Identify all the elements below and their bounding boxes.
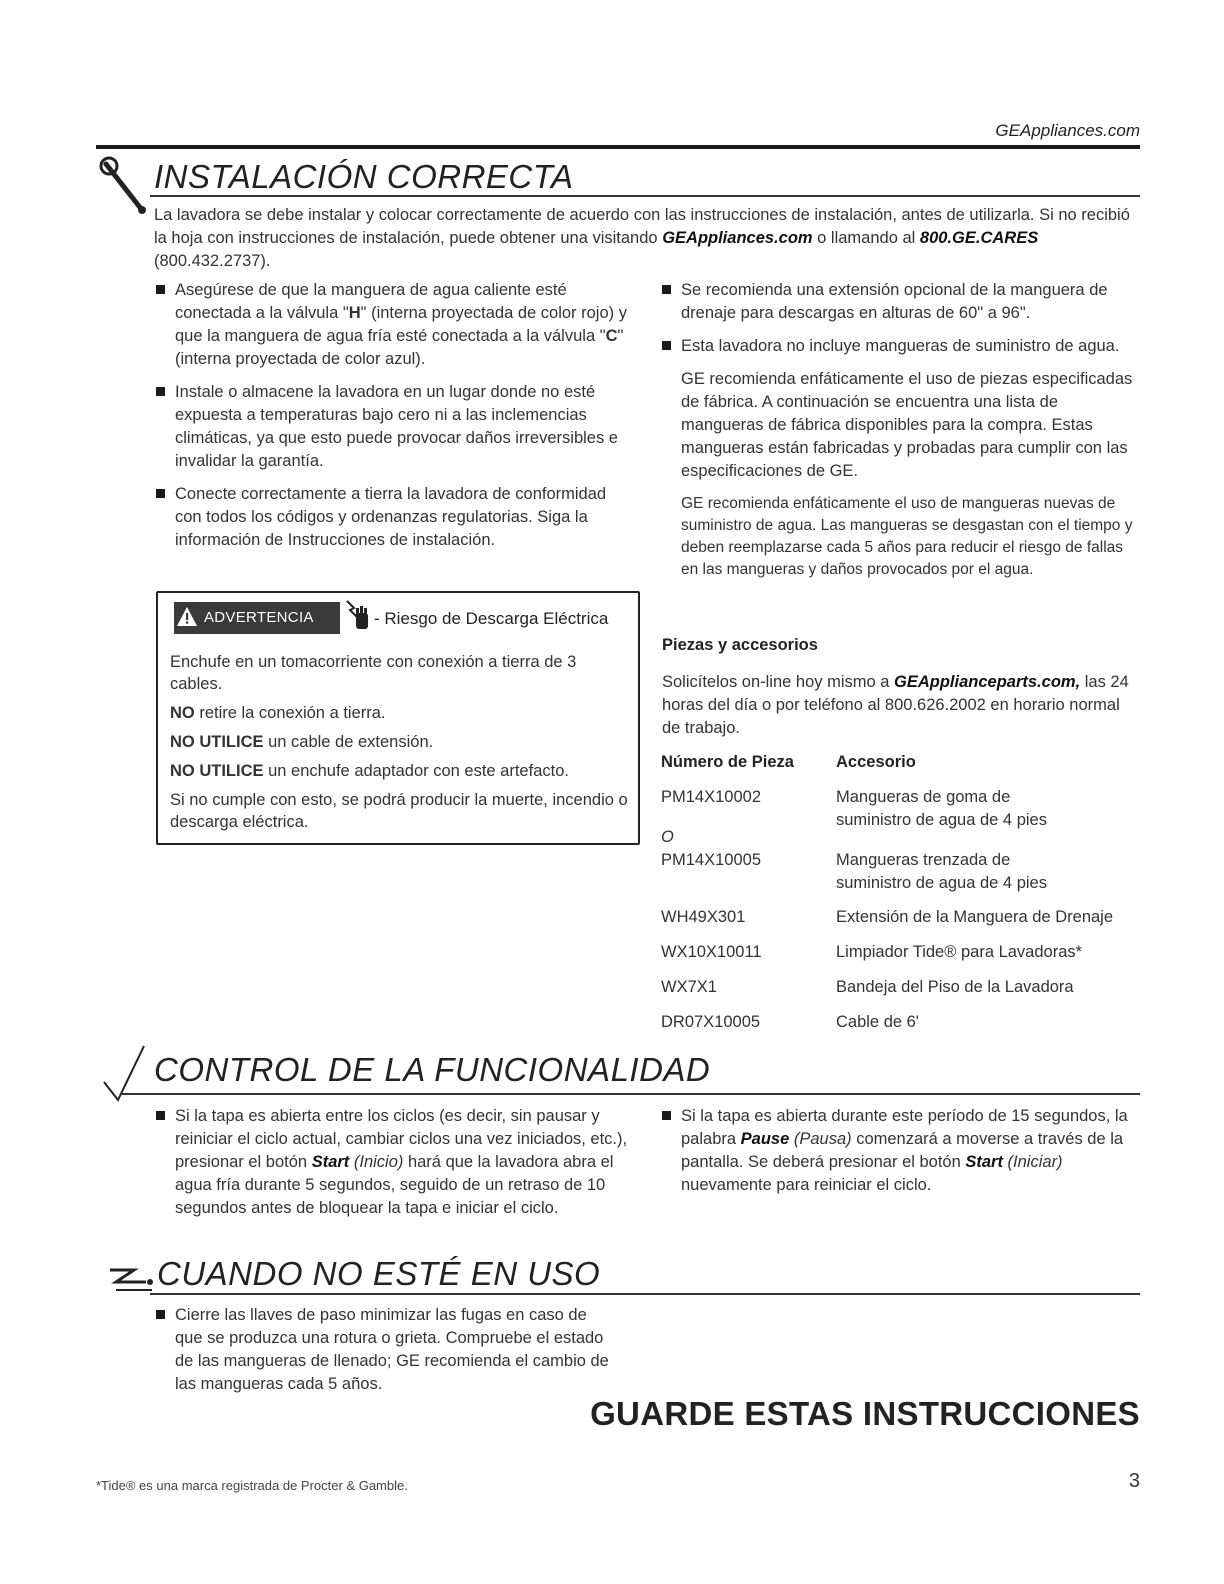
section-title-installation: INSTALACIÓN CORRECTA <box>154 158 574 195</box>
bullet-hoses: Asegúrese de que la manguera de agua caliente esté conectada a la válvula "H" (interna proyectada de color rojo) y que la manguera de agua fría esté conectada a la válvula "C" (interna proyectada de color azul). <box>156 279 631 371</box>
bullet-drain-extension: Se recomienda una extensión opcional de la manguera de drenaje para descargas en alturas de 60" a 96". <box>662 279 1144 325</box>
save-instructions-heading: GUARDE ESTAS INSTRUCCIONES <box>590 1395 1140 1432</box>
warning-label: ADVERTENCIA <box>174 602 340 634</box>
control-right <box>662 1105 1144 1207</box>
section-title-not-in-use: CUANDO NO ESTÉ EN USO <box>157 1255 601 1292</box>
warning-body: Enchufe en un tomacorriente con conexión a tierra de 3 cables. NO retire la conexión a tierra. NO UTILICE un cable de extensión. NO UTILICE un enchufe adaptador con este artefacto. Si no cumple con esto, se podrá producir la muerte, incendio o descarga eléctrica. <box>170 653 628 831</box>
parts-intro: Solicítelos on-line hoy mismo a GEApplianceparts.com, las 24 horas del día o por teléfono al 800.626.2002 en horario normal de trabajo. <box>662 673 1129 737</box>
bullet-lid-open: Si la tapa es abierta entre los ciclos (es decir, sin pausar y reiniciar el ciclo actual, cambiar ciclos una vez iniciados, etc.), presionar el botón Start (Inicio) hará que la lavadora abra el agua fría durante 5 segundos, seguido de un retraso de 10 segundos antes de bloquear la tapa e iniciar el ciclo. <box>156 1105 640 1220</box>
phone-ge-cares: 800.GE.CARES <box>919 229 1039 247</box>
shock-hand-icon <box>344 599 372 633</box>
title-rule <box>150 1293 1140 1295</box>
para-factory-parts: GE recomienda enfáticamente el uso de piezas especificadas de fábrica. A continuación se encuentra una lista de mangueras de fábrica disponibles para la compra. Estas mangueras están fabricadas y probadas para cumplir con las especificaciones de GE. <box>681 370 1133 480</box>
col-part-number: Número de Pieza <box>661 753 794 771</box>
parts-heading: Piezas y accesorios <box>662 636 818 654</box>
bullet-no-hoses: Esta lavadora no incluye mangueras de suministro de agua. <box>662 335 1144 358</box>
nouse-column <box>156 1304 616 1406</box>
bullet-pause: Si la tapa es abierta durante este período de 15 segundos, la palabra Pause (Pausa) comenzará a moverse a través de la pantalla. Se deberá presionar el botón Start (Iniciar) nuevamente para reiniciar el ciclo. <box>662 1105 1144 1197</box>
para-new-hoses: GE recomienda enfáticamente el uso de mangueras nuevas de suministro de agua. Las mangueras se desgastan con el tiempo y deben reemplazarse cada 5 años para reducir el riesgo de fallas en las mangueras y daños provocados por el agua. <box>681 495 1133 578</box>
warning-triangle-icon <box>176 606 198 628</box>
col-accessory: Accesorio <box>836 753 916 771</box>
install-left-column <box>156 279 631 562</box>
section-title-control: CONTROL DE LA FUNCIONALIDAD <box>154 1051 711 1088</box>
faucet-icon <box>106 1262 156 1298</box>
wrench-icon <box>98 150 150 218</box>
title-rule <box>150 195 1140 197</box>
warning-risk: - Riesgo de Descarga Eléctrica <box>374 609 609 628</box>
control-left <box>156 1105 640 1230</box>
install-right-column <box>662 279 1144 591</box>
install-intro: La lavadora se debe instalar y colocar correctamente de acuerdo con las instrucciones de instalación, antes de utilizarla. Si no recibió la hoja con instrucciones de instalación, puede obtener una visitando GEAppliances.com o llamando al 800.GE.CARES (800.432.2737). <box>154 206 1130 270</box>
site-url: GEAppliances.com <box>995 121 1140 140</box>
bullet-ground: Conecte correctamente a tierra la lavadora de conformidad con todos los códigos y ordenanzas regulatorias. Siga la información de Instrucciones de instalación. <box>156 483 631 552</box>
bullet-shutoff: Cierre las llaves de paso minimizar las fugas en caso de que se produzca una rotura o grieta. Compruebe el estado de las mangueras de llenado; GE recomienda el cambio de las mangueras cada 5 años. <box>156 1304 616 1396</box>
link-geapplianceparts[interactable]: GEApplianceparts.com, <box>894 673 1081 691</box>
page-number: 3 <box>1128 1470 1140 1492</box>
link-geappliances[interactable]: GEAppliances.com <box>662 229 813 247</box>
bullet-location: Instale o almacene la lavadora en un lugar donde no esté expuesta a temperaturas bajo cero ni a las inclemencias climáticas, ya que esto puede provocar daños irreversibles e invalidar la garantía. <box>156 381 631 473</box>
warning-box <box>156 591 640 845</box>
header-rule <box>96 145 1140 149</box>
title-rule <box>120 1093 1140 1095</box>
footnote: *Tide® es una marca registrada de Procter & Gamble. <box>96 1478 408 1493</box>
